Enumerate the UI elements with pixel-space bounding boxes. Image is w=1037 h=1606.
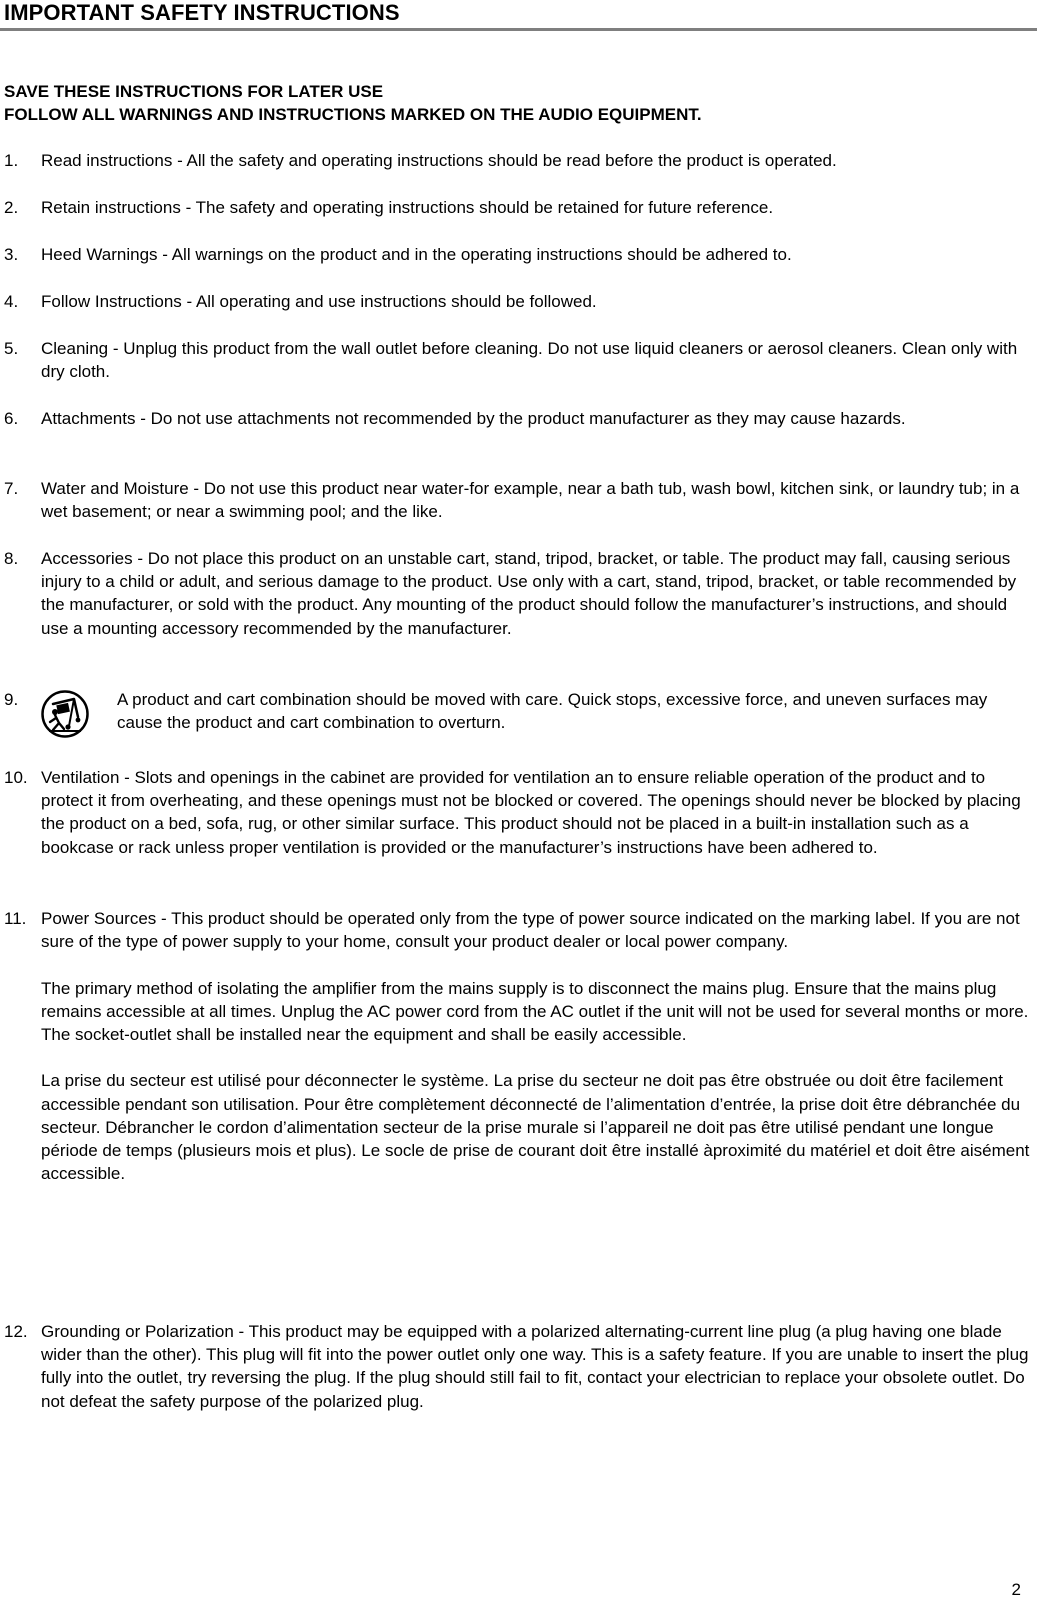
item-number: 1. bbox=[4, 151, 19, 170]
item-paragraph: The primary method of isolating the amplifier from the mains supply is to disconnect the mains plug. Ensure that the mains plug remains accessible at all times. Unplug the AC power cord from the AC outlet if the unit will not be used for several months or more. The socket-outlet shall be installed near the equipment and shall be easily accessible. bbox=[41, 978, 1029, 1044]
item-number: 4. bbox=[4, 292, 19, 311]
item-text bbox=[41, 243, 1031, 266]
item-text bbox=[41, 149, 1031, 172]
item-paragraph: Read instructions - All the safety and operating instructions should be read before the product is operated. bbox=[41, 151, 837, 170]
follow-warnings-line: FOLLOW ALL WARNINGS AND INSTRUCTIONS MARKED ON THE AUDIO EQUIPMENT. bbox=[4, 105, 702, 124]
item-paragraph: Water and Moisture - Do not use this product near water-for example, near a bath tub, wash bowl, kitchen sink, or laundry tub; in a wet basement; or near a swimming pool; and the like. bbox=[41, 479, 1020, 522]
item-paragraph: Attachments - Do not use attachments not recommended by the product manufacturer as they may cause hazards. bbox=[41, 409, 906, 428]
item-paragraph-french: La prise du secteur est utilisé pour déconnecter le système. La prise du secteur ne doit pas être obstruée ou doit être facilement accessible pendant son utilisation. Pour être complètement déconnecté de l’alimentation d’entrée, la prise doit être débranchée du secteur. Débrancher le cordon d’alimentation secteur de la prise murale si l’appareil ne doit pas être utilisé pendant une longue période de temps (plusieurs mois et plus). Le socle de prise de courant doit être installé àproximité du matériel et doit être aisément accessible. bbox=[41, 1071, 1030, 1184]
list-item bbox=[4, 1320, 1034, 1413]
item-number: 2. bbox=[4, 198, 19, 217]
item-text bbox=[41, 907, 1031, 1185]
item-text bbox=[41, 407, 1031, 430]
list-item bbox=[4, 290, 1034, 313]
list-item bbox=[4, 196, 1034, 219]
item-number: 8. bbox=[4, 549, 19, 568]
item-number: 7. bbox=[4, 479, 19, 498]
list-item bbox=[4, 547, 1034, 640]
item-text bbox=[41, 337, 1031, 383]
item-paragraph: Heed Warnings - All warnings on the product and in the operating instructions should be adhered to. bbox=[41, 245, 792, 264]
list-item bbox=[4, 907, 1034, 1185]
item-paragraph: Follow Instructions - All operating and use instructions should be followed. bbox=[41, 292, 597, 311]
item-text bbox=[41, 196, 1031, 219]
item-text bbox=[41, 477, 1031, 523]
list-item bbox=[4, 337, 1034, 383]
page-number: 2 bbox=[1011, 1580, 1021, 1599]
page-title: IMPORTANT SAFETY INSTRUCTIONS bbox=[4, 0, 400, 25]
item-paragraph: A product and cart combination should be moved with care. Quick stops, excessive force, and uneven surfaces may cause the product and cart combination to overturn. bbox=[117, 690, 988, 733]
item-number: 11. bbox=[4, 909, 27, 928]
item-paragraph: Accessories - Do not place this product on an unstable cart, stand, tripod, bracket, or table. The product may fall, causing serious injury to a child or adult, and serious damage to the product. Use only with a cart, stand, tripod, bracket, or table recommended by the manufacturer, or sold with the product. Any mounting of the product should follow the manufacturer’s instructions, and should use a mounting accessory recommended by the manufacturer. bbox=[41, 549, 1017, 638]
item-text bbox=[41, 290, 1031, 313]
cart-tip-over-warning-icon bbox=[41, 690, 89, 738]
list-item bbox=[4, 688, 1034, 734]
item-number: 3. bbox=[4, 245, 19, 264]
item-paragraph: Grounding or Polarization - This product may be equipped with a polarized alternating-current line plug (a plug having one blade wider than the other). This plug will fit into the power outlet only one way. This is a safety feature. If you are unable to insert the plug fully into the outlet, try reversing the plug. If the plug should still fail to fit, contact your electrician to replace your obsolete outlet. Do not defeat the safety purpose of the polarized plug. bbox=[41, 1322, 1029, 1411]
list-item bbox=[4, 477, 1034, 523]
item-number: 12. bbox=[4, 1322, 28, 1341]
item-number: 5. bbox=[4, 339, 19, 358]
item-paragraph: Power Sources - This product should be operated only from the type of power source indicated on the marking label. If you are not sure of the type of power supply to your home, consult your product dealer or local power company. bbox=[41, 909, 1020, 952]
item-number: 6. bbox=[4, 409, 19, 428]
item-paragraph: Cleaning - Unplug this product from the wall outlet before cleaning. Do not use liquid cleaners or aerosol cleaners. Clean only with dry cloth. bbox=[41, 339, 1018, 382]
title-divider bbox=[0, 28, 1037, 31]
item-number: 9. bbox=[4, 690, 19, 709]
item-text bbox=[41, 1320, 1031, 1413]
item-paragraph: Retain instructions - The safety and operating instructions should be retained for future reference. bbox=[41, 198, 774, 217]
list-item bbox=[4, 243, 1034, 266]
list-item bbox=[4, 766, 1034, 859]
instructions-header bbox=[4, 80, 702, 126]
item-paragraph: Ventilation - Slots and openings in the cabinet are provided for ventilation an to ensure reliable operation of the product and to protect it from overheating, and these openings must not be blocked or covered. The openings should never be blocked by placing the product on a bed, sofa, rug, or other similar surface. This product should not be placed in a built-in installation such as a bookcase or rack unless proper ventilation is provided or the manufacturer’s instructions have been adhered to. bbox=[41, 768, 1021, 857]
list-item bbox=[4, 149, 1034, 172]
save-instructions-line: SAVE THESE INSTRUCTIONS FOR LATER USE bbox=[4, 82, 384, 101]
item-number: 10. bbox=[4, 768, 28, 787]
item-text bbox=[117, 688, 1017, 734]
item-text bbox=[41, 766, 1031, 859]
item-text bbox=[41, 547, 1031, 640]
list-item bbox=[4, 407, 1034, 430]
